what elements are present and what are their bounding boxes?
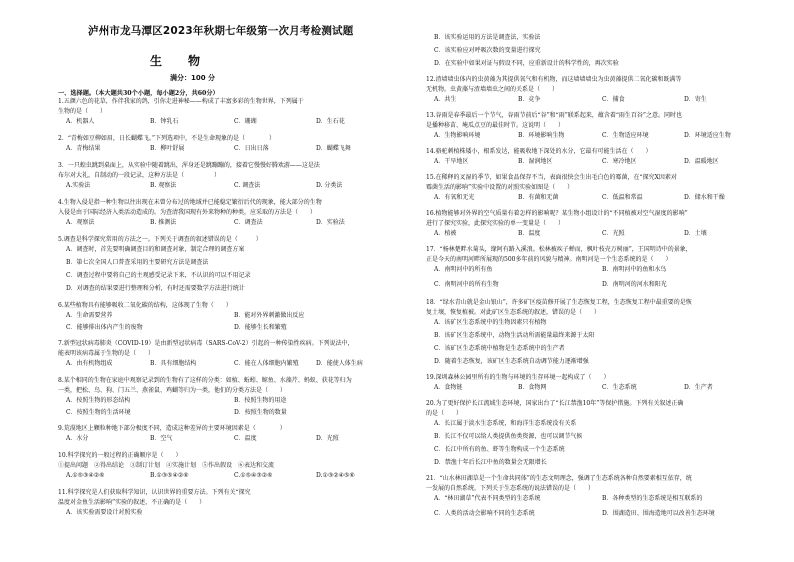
answer-option: D. 分类法 — [316, 182, 343, 189]
answer-option: B. 观察法 — [150, 182, 177, 189]
question-stem: 5.调查是科学探究常用的方法之一。下列关于调查的叙述错误的是（ ） — [58, 236, 262, 243]
question-stem: 10.科学探究的一般过程的正确顺序是（ ） — [58, 452, 182, 459]
answer-option: B．环境影响生物 — [518, 132, 565, 139]
question-stem: 20.为了更好保护长江流域生态环境，国家出台了“长江禁渔10年”等保护措施。下列有关叙述正确 — [426, 400, 684, 407]
answer-option: C.①⑤④③②⑥ — [234, 472, 273, 479]
answer-option: A．食物链 — [434, 384, 463, 391]
answer-option: C．长江中所有的鱼、虾等生物构成一个生态系统 — [434, 446, 565, 453]
answer-option: C．能在人体细胞内繁殖 — [234, 360, 299, 367]
question-stem: 能表明该病毒属于生物的是（ ） — [58, 350, 155, 357]
answer-option: C．日出日落 — [234, 145, 269, 152]
answer-option: A．生物影响环境 — [434, 132, 481, 139]
answer-option: B．长江不仅可以给人类提供鱼类资源，也可以调节气候 — [434, 433, 583, 440]
question-stem: 17．“杨林楚畔水菊头，缘阿有路入溪浪。松林被疾子蝉而，枫叶枝壳万树丽”，王国明诗中的景象， — [426, 246, 692, 253]
question-stem: 入侵是由于国际经济入类活动造成的。为查清我国现有外来物种的种类，应采取的方法是（ ） — [58, 209, 317, 216]
answer-option: A．有氧和无光 — [434, 194, 475, 201]
answer-option: C．能够排出体内产生的废物 — [66, 324, 143, 331]
answer-option: A．生命需要营养 — [66, 312, 113, 319]
left-column — [58, 0, 396, 562]
answer-option: D．对调查的结果要进行整理和分析，有时还需要数学方法进行统计 — [66, 285, 245, 292]
question-stem: 2．“青梅如豆柳如眉，日长蝴蝶飞。”下列选项中，不是生命现象的是（ ） — [58, 135, 275, 142]
answer-option: A.实验法 — [66, 182, 91, 189]
answer-option: D．禁渔十年后长江中鱼的数量会无限增长 — [434, 459, 547, 466]
answer-option: B．有菌和无菌 — [518, 194, 559, 201]
question-stem: 4.生物入侵是指一种生物以往出现在未曾分布过的地域并已能稳定繁衍后代的现象，能大部分的生物 — [58, 199, 322, 206]
question-stem: 温度对金鱼生活影响”实验的叙述，不正确的是（ ） — [58, 499, 206, 506]
answer-option: C．珊瑚 — [234, 118, 257, 125]
question-stem: 14.骆驼刺植株矮小，根系发达，能吸收地下深处的水分，它最有可能生活在（ ） — [426, 148, 652, 155]
answer-option: B．按照生物的用途 — [234, 397, 287, 404]
question-stem: 无机物。虫黄藻与渣墙墙虫之间的关系是（ ） — [426, 86, 559, 93]
question-stem: 8.某个相同的生物在家庭中观察记录到的生物有了这样的分类：如植、蚯蚓、鲸鱼、水藻芹、蚂蚁、获花等归为 — [58, 377, 352, 384]
question-stem: 一发展的自然系统，下列关于生态系统的说法错误的是（ ） — [426, 485, 595, 492]
answer-option: A．干旱地区 — [434, 158, 469, 165]
question-stem: 进行了探究实验，此探究实验的单一变量是（ ） — [426, 220, 565, 227]
answer-option: A．南明河中的所有鱼 — [434, 266, 493, 273]
question-stem: 布尔对大礼，自制动的一段记录，这种方法是（ ） — [58, 172, 221, 179]
question-stem: 9.荒漠地区上颗粒种地下部分极度不同，造成这种差异的主要环境因素是（ ） — [58, 425, 286, 432]
answer-option: C．寒冷地区 — [602, 158, 637, 165]
answer-option: C．按照生物的生活环境 — [66, 409, 131, 416]
answer-option: A．调查时，首先要明确调查目的和调查对象，制定合理的调查方案 — [66, 246, 245, 253]
answer-option: B．空气 — [150, 435, 173, 442]
answer-option: A．该实验需要设计对照实验 — [66, 509, 143, 516]
answer-option: A．观察法 — [66, 219, 95, 226]
answer-option: D．生石花 — [316, 118, 345, 125]
answer-option: B．食物网 — [518, 384, 547, 391]
answer-option: C．光照 — [602, 230, 625, 237]
question-stem: 复土壤，恢复植被。对此矿区生态系统的叙述，错误的是（ ） — [426, 309, 601, 316]
question-stem: 一类，把松、鸟、狗、门五兰、燕雀鼠、鸡蝴等归为一类，他们的分类方法是（ ） — [58, 387, 287, 394]
question-stem: 16.植物能够对外界的空气质量有着怎样的影响呢？某生物小组设计的“不同植被对空气湿度的影响” — [426, 210, 688, 217]
answer-option: B．柳叶舒展 — [150, 145, 185, 152]
answer-option: B．南明河中的鱼和水鸟 — [602, 266, 667, 273]
answer-option: C．人类的活动会影响不同的生态系统 — [434, 510, 535, 517]
answer-option: B．温度 — [518, 230, 541, 237]
section-heading: 一、选择题。（本大题共30个小题，每小题2分，共60分） — [58, 90, 219, 97]
question-stem: 生物的是（ ） — [58, 108, 107, 115]
answer-option: D．环境适应生物 — [684, 132, 731, 139]
question-stem: 是播种移苗、埯瓜点豆的最佳时节。这说明（ ） — [426, 122, 565, 129]
answer-option: B．第七次全国人口普查采用的主要研究方法是调查法 — [66, 259, 209, 266]
question-stem: ①提出问题 ②得出结论 ③制订计划 ④实施计划 ⑤作出假设 ⑥表达和交流 — [58, 462, 275, 469]
answer-option: C. 调查法 — [234, 182, 261, 189]
answer-option: B．钟乳石 — [150, 118, 179, 125]
answer-option: A.①⑤③④②⑥ — [66, 472, 105, 479]
question-stem: 3．一只蝗虫跳到桌面上，从实验中随着跳出，浑身还是跳蹦蹦的，接着它慢慢好腾欢游——这是法 — [58, 162, 320, 169]
answer-option: D．蝴蝶飞舞 — [316, 145, 351, 152]
answer-option: D．温暖地区 — [684, 158, 719, 165]
answer-option: C．捕食 — [602, 96, 625, 103]
answer-option: C．南明河中的所有生物 — [434, 281, 499, 288]
answer-option: D．实验法 — [316, 219, 345, 226]
answer-option: B. 推测法 — [150, 219, 177, 226]
answer-option: A．植被 — [434, 230, 457, 237]
answer-option: B．各种类型的生态系统是相互联系的 — [602, 495, 703, 502]
answer-option: A．该矿区生态系统中的生物因素只有植物 — [434, 319, 547, 326]
answer-option: A．“林田湖草”代表不同类型的生态系统 — [434, 495, 541, 502]
question-stem: 11.科学探究是人们获取科学知识，认识世界的重要方法。下列有关“探究 — [58, 489, 251, 496]
answer-option: D．在实验中如果对证与假设不同，应重新设计的科学性的，再次实验 — [434, 60, 619, 67]
answer-option: B.①③⑤④②⑥ — [150, 472, 189, 479]
question-stem: 1.五颜六色的花草，作伴我家的鸽，引你走进神秘——构成了丰富多彩的生物世界，下列属于 — [58, 98, 304, 105]
answer-option: B．湿润地区 — [518, 158, 553, 165]
answer-option: C．生态系统 — [602, 384, 637, 391]
answer-option: D．能够生长和繁殖 — [234, 324, 287, 331]
question-stem: 15.在稀释的叉湿的季节，如果食品保存不当，表面很快会生出毛白色的霉菌，在“探究X因素对 — [426, 174, 677, 181]
question-stem: 霉菌生活的影响”实验中设置的对照实验如图是（ ） — [426, 184, 574, 191]
question-stem: 12.渣墙墙虫体内的虫黄藻为其提供氧气和有机物，而这墙墙墙虫为虫黄藻提供二氧化碳和既满等 — [426, 76, 682, 83]
answer-option: D．能使人体生病 — [316, 360, 363, 367]
answer-option: D．土壤 — [684, 230, 707, 237]
answer-option: B．具有细胞结构 — [150, 360, 197, 367]
question-stem: 正是今天的南明河畔所展现的500多年前的风貌与精神。南明河是一个生态系统的是（ ） — [426, 256, 672, 263]
answer-option: A．由有机物组成 — [66, 360, 113, 367]
subject-heading: 生物 — [150, 54, 227, 68]
answer-option: A．共生 — [434, 96, 457, 103]
total-score: 满分：100 分 — [170, 74, 216, 82]
answer-option: B．该矿区生态系统中，动物生活动所需能量最终来源于太阳 — [434, 332, 595, 339]
question-stem: 的是（ ） — [426, 410, 463, 417]
answer-option: C．温度 — [234, 435, 257, 442]
answer-option: D．光照 — [316, 435, 339, 442]
question-stem: 21．“山水林田湖草是一个生命共同体”的生态文明理念，强调了生态系统各种自然要素相互依存，统 — [426, 475, 692, 482]
answer-option: D．寄生 — [684, 96, 707, 103]
question-stem: 13.谷雨是春季最后一个节气，谷雨节前后“谷”和“雨”联系起来，蕴含着“雨生百谷”之意。同时也 — [426, 112, 682, 119]
answer-option: C．低温和常温 — [602, 194, 643, 201]
question-stem: 18．“绿水青山就是金山银山”，许多矿区疫苗修开展了生态恢复工程，生态恢复工程中最重要的是恢 — [426, 299, 692, 306]
answer-option: A．青梅结果 — [66, 145, 101, 152]
answer-option: D.①③②④⑤⑥ — [316, 472, 355, 479]
answer-option: B．能对外界刺激做出反应 — [234, 312, 305, 319]
answer-option: D．按照生物的数量 — [234, 409, 287, 416]
question-stem: 6.某些植物具有能够吸收二氧化碳的结构，这体现了生物（ ） — [58, 302, 232, 309]
answer-option: C．该矿区生态系统中植物是生态系统中的生产者 — [434, 345, 565, 352]
answer-option: B．该实验运用的方法是调查法，实验法 — [434, 34, 541, 41]
answer-option: A．水分 — [66, 435, 89, 442]
answer-option: A．按照生物的形态结构 — [66, 397, 131, 404]
question-stem: 19.深圳森林公园里所有的生物与环境的生存环境一起构成了（ ） — [426, 374, 610, 381]
page-title: 泸州市龙马潭区2023年秋期七年级第一次月考检测试题 — [88, 25, 354, 37]
answer-option: C．生物适应环境 — [602, 132, 649, 139]
answer-option: D．储水和干燥 — [684, 194, 725, 201]
answer-option: C．调查过程中要将自己的主观感受记录下来，不认识的可以不用记录 — [66, 272, 251, 279]
answer-option: D．生产者 — [684, 384, 713, 391]
question-stem: 7.新型冠状病毒肺炎（COVID-19）是由新型冠状病毒（SARS-CoV-2）引起的一种传染性疾病。下列说法中， — [58, 340, 354, 347]
answer-option: C．调查法 — [234, 219, 263, 226]
right-column — [426, 0, 776, 562]
answer-option: A．长江属于淡水生态系统，和海洋生态系统没有关系 — [434, 420, 577, 427]
answer-option: C．该实验应对呼吸次数的变量进行探究 — [434, 47, 541, 54]
answer-option: B．竞争 — [518, 96, 541, 103]
answer-option: D．南明河的河水和阳光 — [602, 281, 667, 288]
answer-option: A．机器人 — [66, 118, 95, 125]
answer-option: D．围湖造田、围海造地可以改善生态环境 — [602, 510, 715, 517]
answer-option: D．随着生态恢复，该矿区生态系统自动调节能力逐渐增强 — [434, 358, 589, 365]
